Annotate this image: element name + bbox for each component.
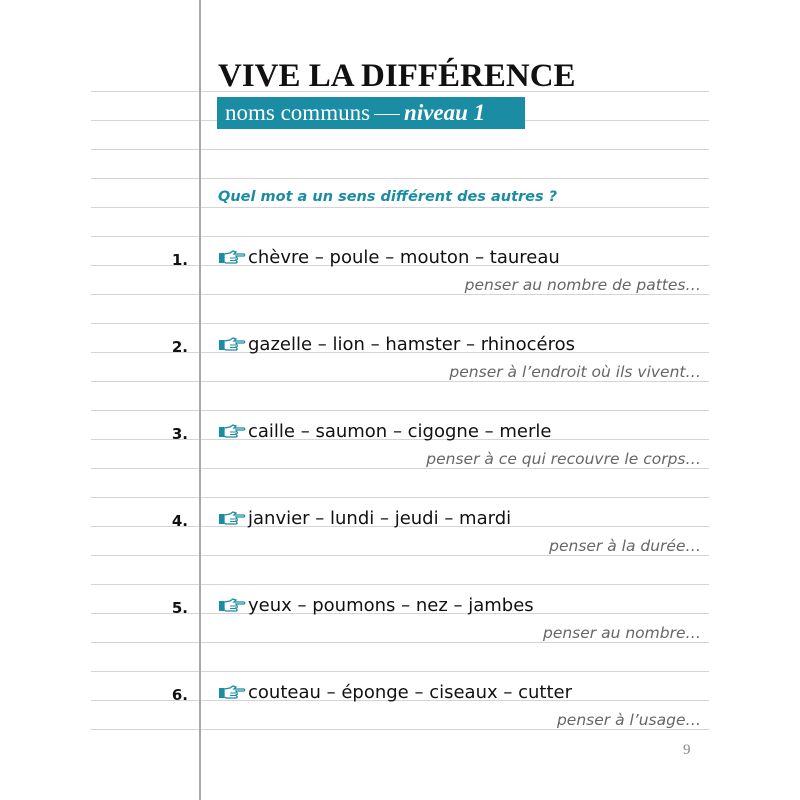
item-number: 6. — [171, 686, 188, 704]
rule-line — [91, 236, 709, 237]
rule-line — [91, 381, 709, 382]
page-number: 9 — [683, 742, 691, 758]
pointing-hand-icon — [218, 597, 246, 615]
instruction-question: Quel mot a un sens différent des autres ? — [218, 189, 558, 205]
item-number: 3. — [171, 425, 188, 443]
item-words-row — [218, 334, 575, 355]
item-number: 4. — [171, 512, 188, 530]
rule-line — [91, 207, 709, 208]
item-words-row — [218, 595, 534, 616]
pointing-hand-icon — [218, 510, 246, 528]
item-hint: penser à l’usage… — [556, 711, 701, 729]
item-words-row — [218, 682, 572, 703]
item-words-row — [218, 421, 551, 442]
item-words-row — [218, 247, 560, 268]
rule-line — [91, 178, 709, 179]
banner-category: noms communs — [225, 100, 371, 125]
rule-line — [91, 584, 709, 585]
item-words: janvier – lundi – jeudi – mardi — [248, 508, 512, 529]
rule-line — [91, 497, 709, 498]
rule-line — [91, 555, 709, 556]
item-hint: penser au nombre… — [542, 624, 701, 642]
margin-line — [199, 0, 201, 800]
item-hint: penser à la durée… — [549, 537, 701, 555]
pointing-hand-icon — [218, 684, 246, 702]
rule-line — [91, 149, 709, 150]
banner-level: niveau 1 — [404, 100, 486, 125]
subtitle-banner — [217, 97, 525, 129]
rule-line — [91, 468, 709, 469]
banner-dash — [374, 114, 400, 116]
rule-line — [91, 642, 709, 643]
item-hint: penser à l’endroit où ils vivent… — [449, 363, 701, 381]
item-words: gazelle – lion – hamster – rhinocéros — [248, 334, 575, 355]
item-number: 2. — [171, 338, 188, 356]
item-words: chèvre – poule – mouton – taureau — [248, 247, 560, 268]
item-number: 5. — [171, 599, 188, 617]
page-title: VIVE LA DIFFÉRENCE — [218, 58, 576, 94]
rule-line — [91, 323, 709, 324]
rule-line — [91, 294, 709, 295]
rule-line — [91, 410, 709, 411]
pointing-hand-icon — [218, 423, 246, 441]
rule-line — [91, 671, 709, 672]
item-number: 1. — [171, 251, 188, 269]
pointing-hand-icon — [218, 336, 246, 354]
item-words: couteau – éponge – ciseaux – cutter — [248, 682, 572, 703]
item-hint: penser au nombre de pattes… — [464, 276, 701, 294]
item-words: caille – saumon – cigogne – merle — [248, 421, 552, 442]
pointing-hand-icon — [218, 249, 246, 267]
rule-line — [91, 729, 709, 730]
item-words: yeux – poumons – nez – jambes — [248, 595, 534, 616]
item-words-row — [218, 508, 511, 529]
item-hint: penser à ce qui recouvre le corps… — [426, 450, 701, 468]
